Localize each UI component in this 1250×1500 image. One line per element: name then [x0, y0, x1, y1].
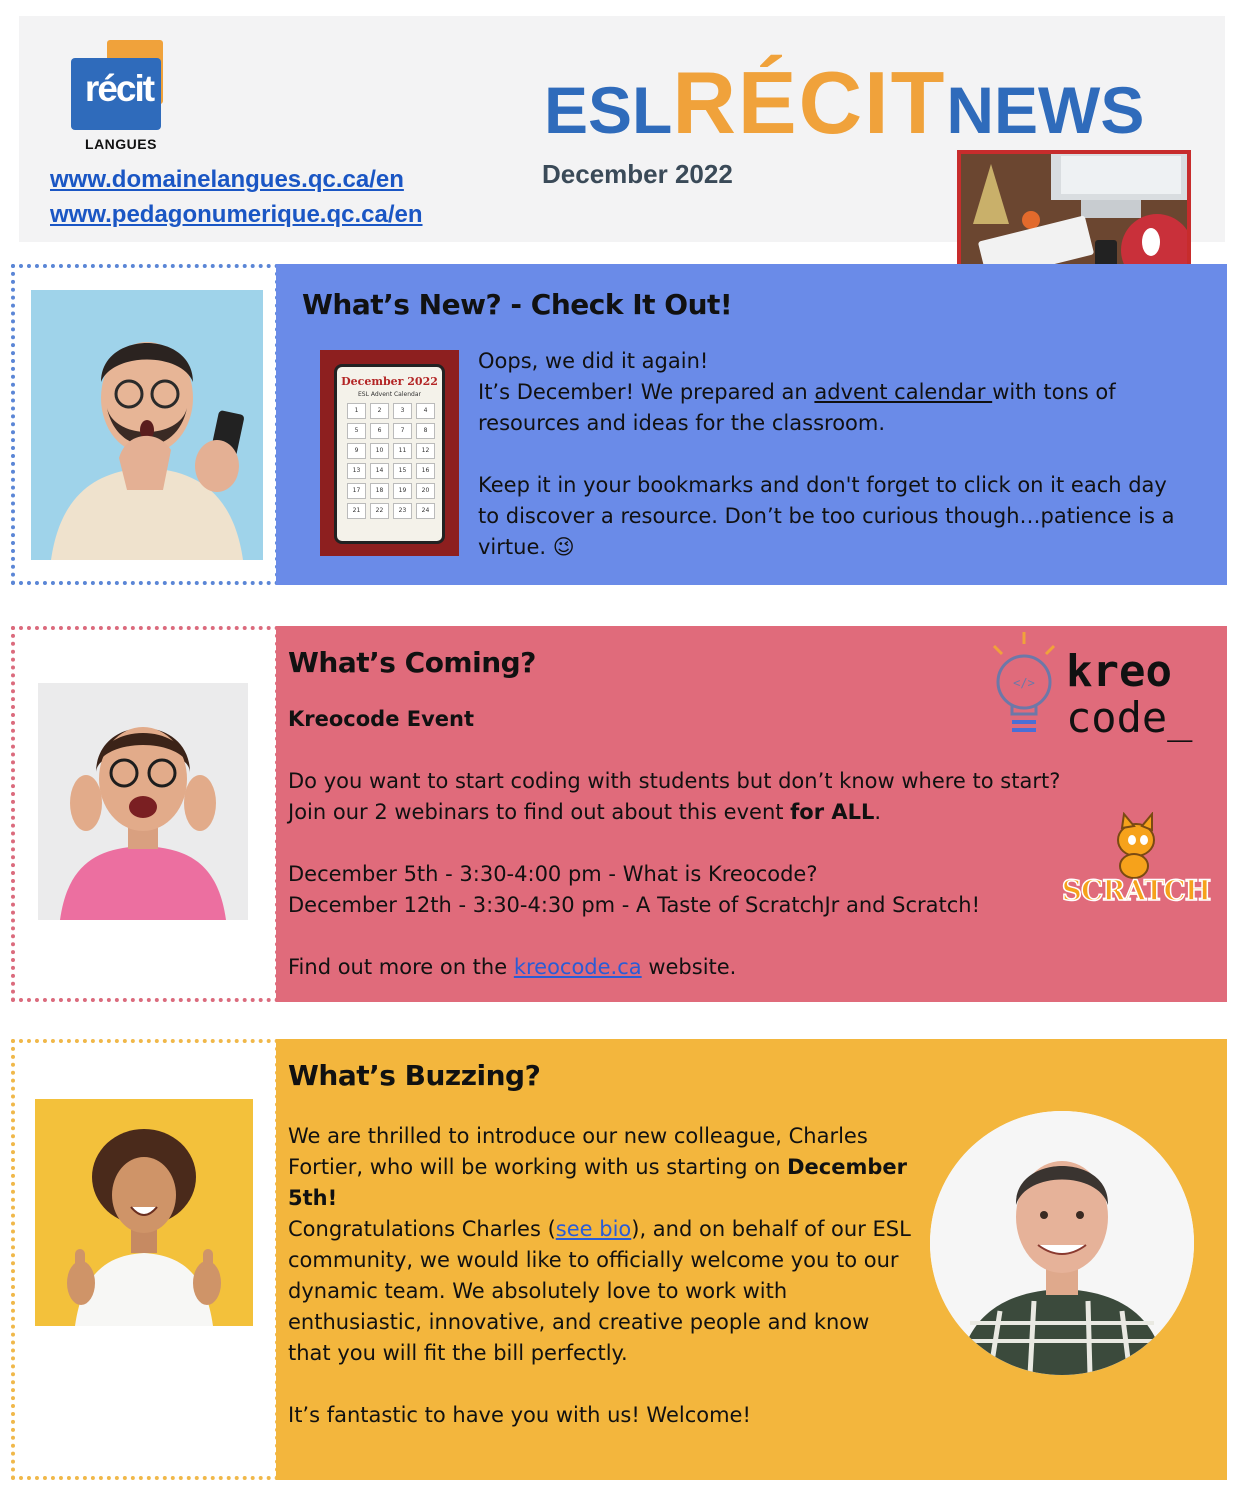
- whats-coming-line3: December 5th - 3:30-4:00 pm - What is Kreocode?: [288, 862, 818, 886]
- whats-buzzing-line9: It’s fantastic to have you with us! Welcome!: [288, 1403, 751, 1427]
- calendar-day-cell: 8: [416, 423, 435, 439]
- kreo-logo-bottom: code_: [1066, 693, 1193, 742]
- calendar-day-cell: 21: [347, 503, 366, 519]
- whats-buzzing-photo-frame: [11, 1039, 279, 1480]
- charles-fortier-portrait: [930, 1111, 1194, 1375]
- scratch-logo: [1056, 812, 1216, 924]
- recit-logo: [71, 40, 181, 160]
- scratch-logo-text: SCRATCH: [1061, 874, 1211, 907]
- calendar-day-cell: 5: [347, 423, 366, 439]
- whats-coming-line2: Join our 2 webinars to find out about this event for ALL.: [288, 800, 882, 824]
- calendar-grid: [347, 403, 437, 519]
- scratch-cat-icon: [1056, 812, 1216, 924]
- surprised-man-photo: [31, 290, 263, 560]
- whats-coming-panel: [276, 626, 1227, 1002]
- calendar-day-cell: 20: [416, 483, 435, 499]
- calendar-day-cell: 16: [416, 463, 435, 479]
- whats-buzzing-line2: Fortier, who will be working with us starting on December: [288, 1155, 907, 1179]
- calendar-day-cell: 9: [347, 443, 366, 459]
- calendar-day-cell: 1: [347, 403, 366, 419]
- calendar-day-cell: 6: [370, 423, 389, 439]
- calendar-day-cell: 11: [393, 443, 412, 459]
- kreo-logo-top: kreo: [1066, 646, 1172, 697]
- title-news: NEWS: [946, 73, 1145, 147]
- calendar-title: December 2022: [341, 375, 438, 388]
- see-bio-link[interactable]: see bio: [555, 1217, 632, 1241]
- calendar-day-cell: 13: [347, 463, 366, 479]
- whats-buzzing-line8: that you will fit the bill perfectly.: [288, 1341, 628, 1365]
- excited-woman-photo: [38, 683, 248, 920]
- whats-new-photo-frame: [11, 264, 279, 585]
- newsletter-title: [544, 52, 1144, 154]
- calendar-day-cell: 23: [393, 503, 412, 519]
- calendar-day-cell: 10: [370, 443, 389, 459]
- calendar-day-cell: 4: [416, 403, 435, 419]
- calendar-day-cell: 2: [370, 403, 389, 419]
- domainelangues-link[interactable]: www.domainelangues.qc.ca/en: [50, 166, 404, 193]
- whats-coming-line1: Do you want to start coding with students but don’t know where to start?: [288, 769, 1061, 793]
- whats-new-line5: to discover a resource. Don’t be too curious though…patience is a: [478, 504, 1175, 528]
- calendar-day-cell: 22: [370, 503, 389, 519]
- whats-coming-photo-frame: [11, 626, 279, 1002]
- whats-buzzing-line7: enthusiastic, innovative, and creative people and know: [288, 1310, 870, 1334]
- pedagonumerique-link[interactable]: www.pedagonumerique.qc.ca/en: [50, 201, 423, 228]
- whats-buzzing-line1: We are thrilled to introduce our new colleague, Charles: [288, 1124, 868, 1148]
- whats-new-body: [478, 346, 1198, 563]
- kreocode-logo: [988, 630, 1224, 742]
- issue-date: December 2022: [542, 159, 733, 189]
- whats-coming-body: [288, 704, 1088, 983]
- whats-new-line4: Keep it in your bookmarks and don't forget to click on it each day: [478, 473, 1167, 497]
- calendar-day-cell: 12: [416, 443, 435, 459]
- title-esl: ESL: [544, 73, 673, 147]
- calendar-day-cell: 15: [393, 463, 412, 479]
- whats-buzzing-heading: What’s Buzzing?: [288, 1059, 541, 1092]
- title-recit: RÉCIT: [672, 53, 947, 152]
- calendar-day-cell: 19: [393, 483, 412, 499]
- calendar-day-cell: 18: [370, 483, 389, 499]
- whats-new-heading: What’s New? - Check It Out!: [302, 288, 733, 321]
- logo-text: récit: [84, 68, 154, 109]
- whats-new-line6: virtue. 😉: [478, 535, 575, 559]
- whats-buzzing-line6: dynamic team. We absolutely love to work with: [288, 1279, 788, 1303]
- calendar-day-cell: 7: [393, 423, 412, 439]
- whats-coming-line5: Find out more on the kreocode.ca website.: [288, 955, 737, 979]
- whats-buzzing-body: [288, 1121, 928, 1431]
- whats-new-line1: Oops, we did it again!: [478, 349, 709, 373]
- whats-buzzing-line5: community, we would like to officially welcome you to our: [288, 1248, 899, 1272]
- whats-buzzing-line4: Congratulations Charles (see bio), and on behalf of our ESL: [288, 1217, 911, 1241]
- whats-coming-line4: December 12th - 3:30-4:30 pm - A Taste of ScratchJr and Scratch!: [288, 893, 981, 917]
- code-glyph: </>: [1013, 676, 1035, 690]
- advent-calendar-link[interactable]: advent calendar: [814, 380, 993, 404]
- logo-subtitle: LANGUES: [85, 136, 157, 152]
- thumbs-up-woman-photo: [35, 1099, 253, 1326]
- kreocode-event-subheading: Kreocode Event: [288, 707, 475, 731]
- whats-new-panel: [276, 264, 1227, 585]
- calendar-subtitle: ESL Advent Calendar: [358, 391, 421, 398]
- whats-coming-heading: What’s Coming?: [288, 646, 536, 679]
- calendar-day-cell: 14: [370, 463, 389, 479]
- calendar-day-cell: 24: [416, 503, 435, 519]
- advent-calendar-image[interactable]: [320, 350, 459, 556]
- kreocode-link[interactable]: kreocode.ca: [513, 955, 642, 979]
- whats-buzzing-panel: [276, 1039, 1227, 1480]
- whats-new-line3: resources and ideas for the classroom.: [478, 411, 886, 435]
- whats-buzzing-line3: 5th!: [288, 1186, 338, 1210]
- calendar-day-cell: 17: [347, 483, 366, 499]
- lightbulb-icon: [988, 630, 1064, 740]
- whats-new-line2: It’s December! We prepared an advent calendar with tons of: [478, 380, 1116, 404]
- calendar-day-cell: 3: [393, 403, 412, 419]
